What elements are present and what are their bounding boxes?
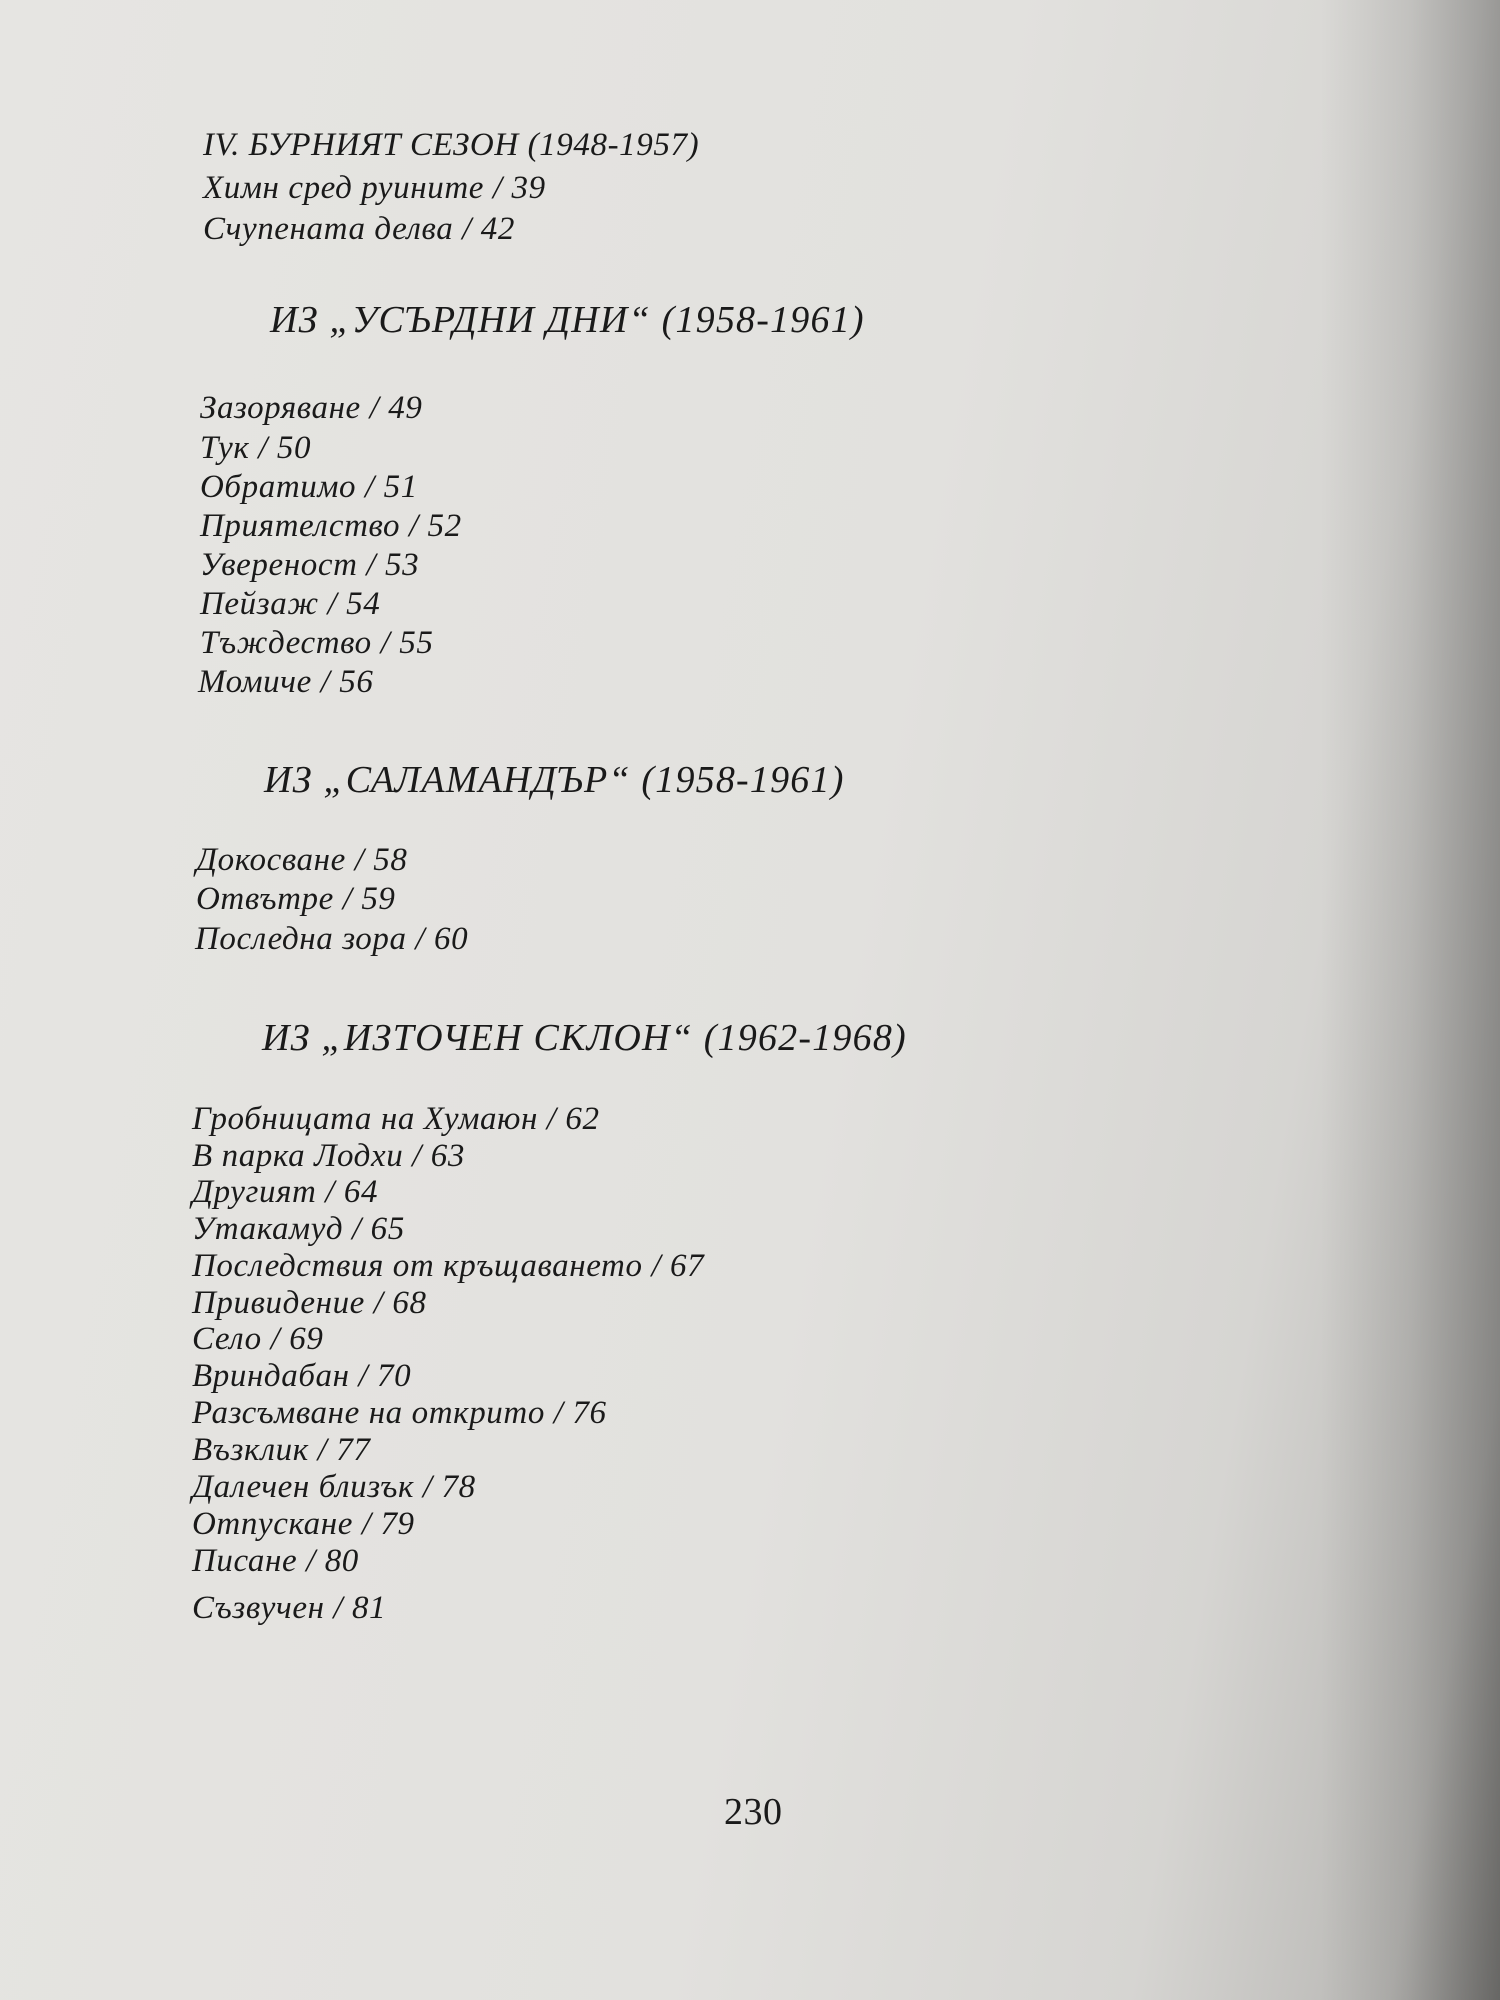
toc-entry: Зазоряване / 49 [200,390,423,426]
page-gutter-shadow [1320,0,1500,2000]
toc-entry: Вриндабан / 70 [192,1358,412,1394]
toc-entry: Пейзаж / 54 [200,586,381,622]
toc-entry: Последна зора / 60 [195,921,469,957]
toc-entry: Тук / 50 [200,430,312,466]
usardni-heading: ИЗ „УСЪРДНИ ДНИ“ (1958-1961) [270,299,865,341]
iztochen-heading: ИЗ „ИЗТОЧЕН СКЛОН“ (1962-1968) [262,1017,907,1059]
toc-entry: Тъждество / 55 [200,625,434,661]
toc-entry: Село / 69 [192,1321,324,1357]
page-number: 230 [724,1791,783,1833]
toc-entry: Привидение / 68 [192,1285,427,1321]
toc-entry: Химн сред руините / 39 [203,170,546,206]
toc-entry: Далечен близък / 78 [192,1469,476,1505]
toc-entry: Гробницата на Хумаюн / 62 [192,1101,600,1137]
salamandar-heading: ИЗ „САЛАМАНДЪР“ (1958-1961) [264,759,845,801]
toc-entry: В парка Лодхи / 63 [192,1138,465,1174]
toc-entry: Утакамуд / 65 [192,1211,405,1247]
toc-entry: Счупената делва / 42 [203,211,515,247]
section-iv-heading: IV. БУРНИЯТ СЕЗОН (1948-1957) [203,127,700,163]
toc-entry: Съзвучен / 81 [192,1590,387,1626]
toc-entry: Момиче / 56 [198,664,374,700]
toc-entry: Приятелство / 52 [200,508,462,544]
toc-entry: Възклик / 77 [192,1432,371,1468]
toc-entry: Разсъмване на открито / 76 [192,1395,607,1431]
toc-entry: Последствия от кръщаването / 67 [192,1248,705,1284]
toc-entry: Докосване / 58 [196,842,408,878]
toc-entry: Отвътре / 59 [196,881,396,917]
toc-entry: Другият / 64 [192,1174,379,1210]
toc-entry: Писане / 80 [192,1543,359,1579]
toc-entry: Обратимо / 51 [200,469,418,505]
toc-entry: Увереност / 53 [200,547,420,583]
toc-entry: Отпускане / 79 [192,1506,415,1542]
